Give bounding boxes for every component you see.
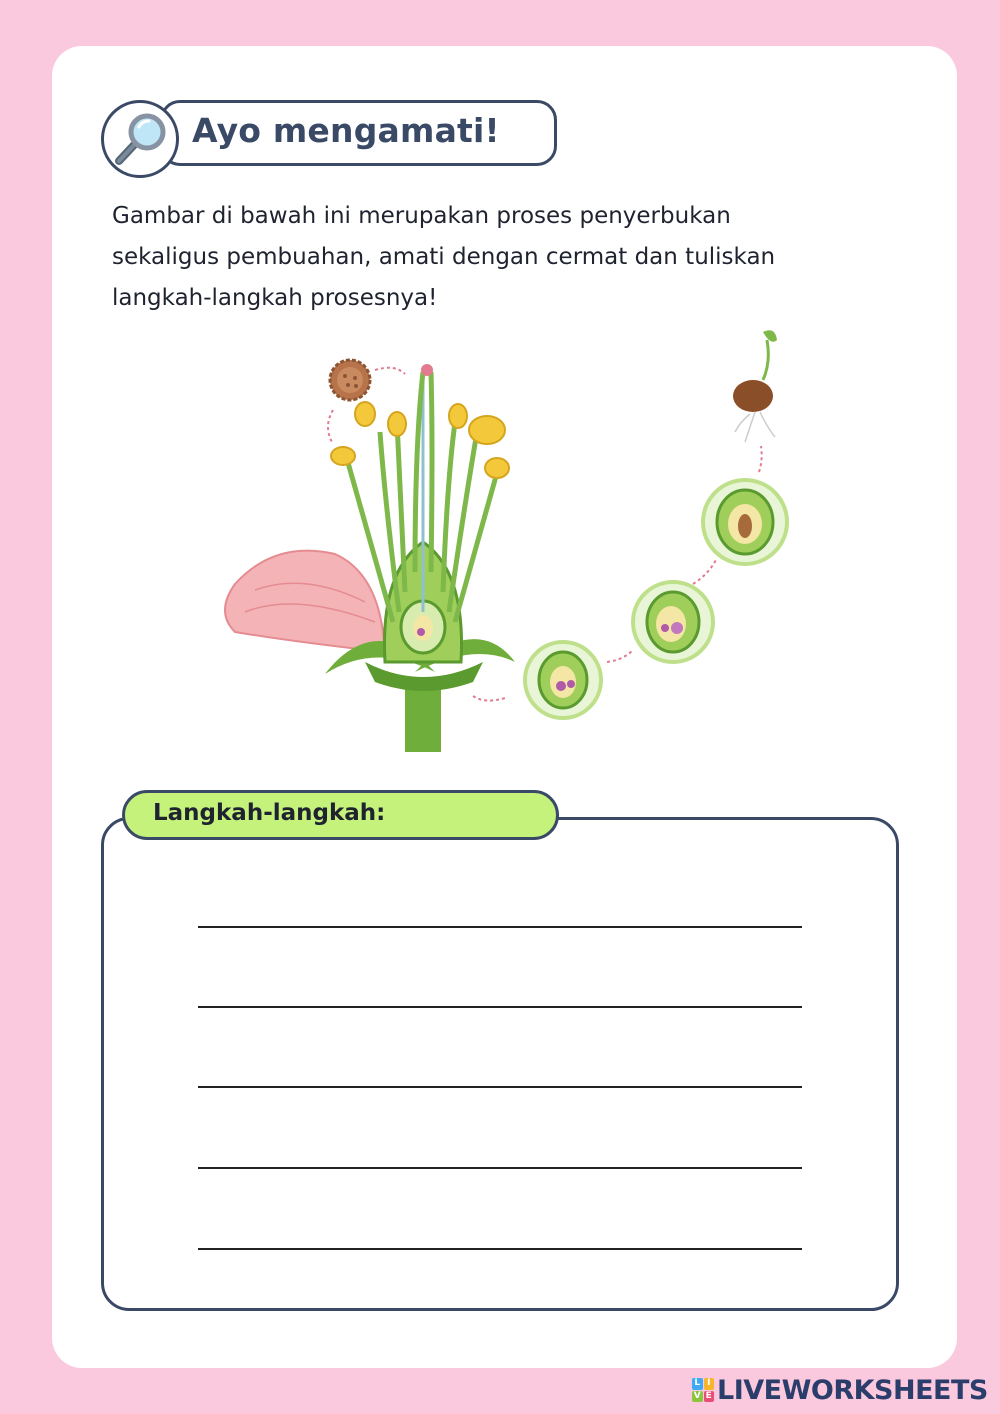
steps-label: Langkah-langkah: xyxy=(153,800,386,826)
answer-line[interactable] xyxy=(198,926,802,928)
magnifier-icon xyxy=(104,103,176,175)
brand-logo-icon: L I V E xyxy=(692,1378,714,1402)
answer-box xyxy=(101,817,899,1311)
answer-line[interactable] xyxy=(198,1086,802,1088)
magnifier-badge xyxy=(101,100,179,178)
brand-name: LIVEWORKSHEETS xyxy=(717,1374,988,1406)
mature-seed-illustration xyxy=(703,480,787,564)
petal-illustration xyxy=(225,551,385,652)
developing-seed-illustration xyxy=(633,582,713,662)
answer-line[interactable] xyxy=(198,1006,802,1008)
pollen-grain-illustration xyxy=(330,360,370,400)
instructions xyxy=(112,196,872,319)
answer-line[interactable] xyxy=(198,1248,802,1250)
instruction-line: langkah-langkah prosesnya! xyxy=(112,285,438,311)
page-title: Ayo mengamati! xyxy=(192,111,500,150)
pollination-illustration xyxy=(215,322,805,752)
fertilized-ovule-illustration xyxy=(525,642,601,718)
answer-line[interactable] xyxy=(198,1167,802,1169)
germinating-seed-illustration xyxy=(733,330,777,442)
instruction-line: sekaligus pembuahan, amati dengan cermat dan tuliskan xyxy=(112,244,776,270)
instruction-line: Gambar di bawah ini merupakan proses penyerbukan xyxy=(112,203,731,229)
brand-watermark xyxy=(692,1374,988,1406)
